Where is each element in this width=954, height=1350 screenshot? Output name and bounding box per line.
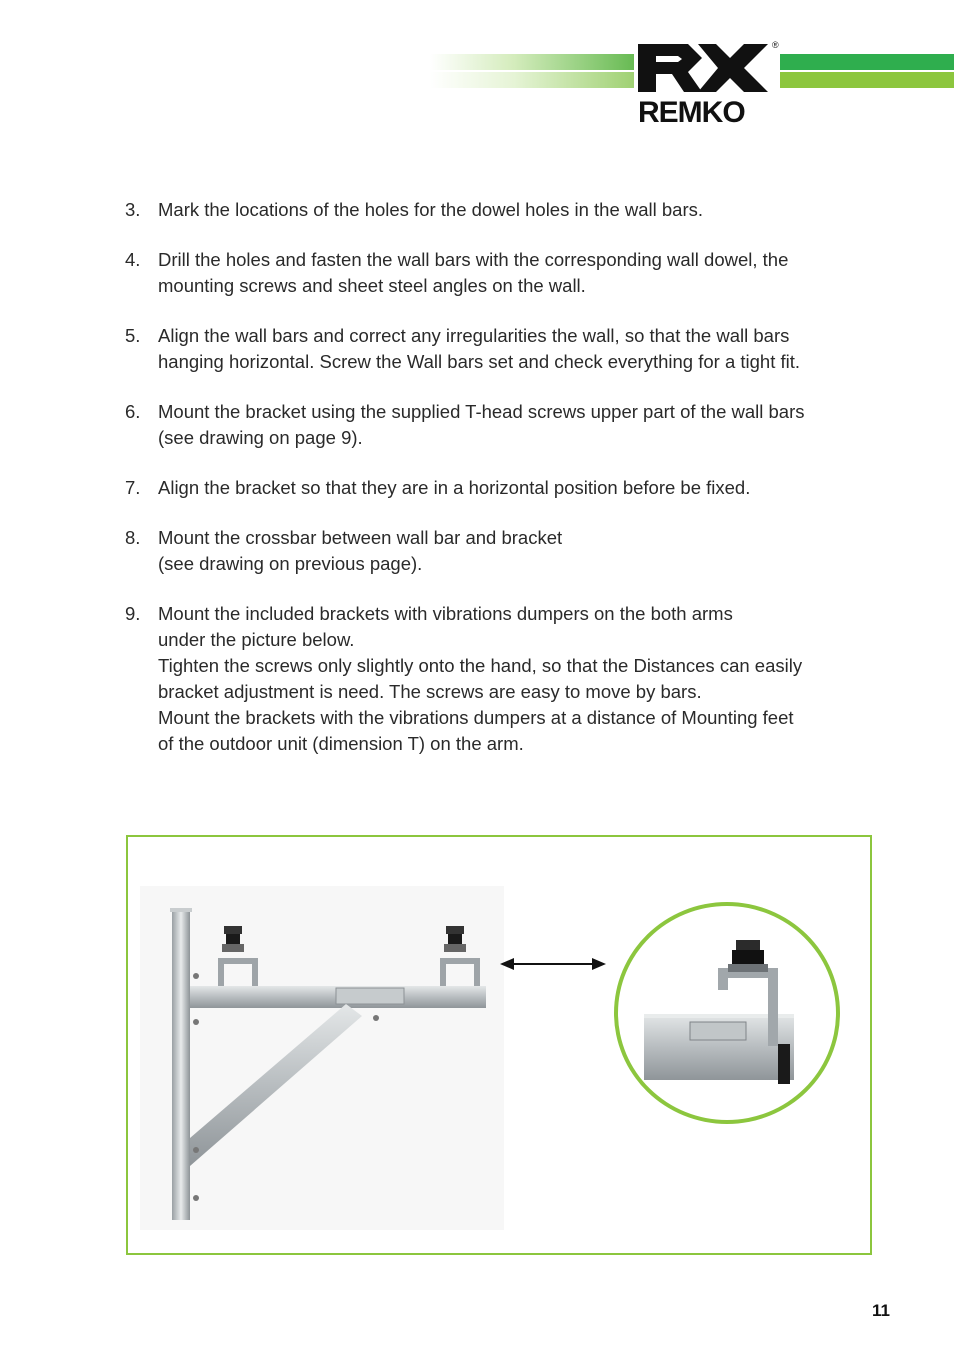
step-text-line: Mount the bracket using the supplied T-head screws upper part of the wall bars: [158, 401, 805, 422]
step-text-line: of the outdoor unit (dimension T) on the arm.: [158, 733, 524, 754]
step-text-line: under the picture below.: [158, 629, 355, 650]
wall-bracket-illustration: [140, 886, 504, 1230]
step-text-line: Drill the holes and fasten the wall bars with the corresponding wall dowel, the: [158, 249, 789, 270]
instruction-step: [125, 475, 865, 501]
header-band-top-solid: [768, 54, 954, 70]
step-number: 7.: [125, 477, 141, 498]
double-arrow-icon: [498, 954, 608, 974]
step-text: [158, 601, 865, 757]
wall-bracket-photo: [140, 886, 504, 1230]
header-band-top-gradient: [430, 54, 640, 70]
page-number: 11: [872, 1301, 890, 1320]
instruction-step: [125, 197, 865, 223]
instruction-step: [125, 399, 865, 451]
header-band-bottom-gradient: [430, 72, 640, 88]
step-text-line: mounting screws and sheet steel angles on the wall.: [158, 275, 586, 296]
remko-logo: [634, 40, 780, 130]
step-text-line: Mount the brackets with the vibrations dumpers at a distance of Mounting feet: [158, 707, 794, 728]
step-text: [158, 525, 865, 577]
instruction-step: [125, 525, 865, 577]
instruction-step: [125, 601, 865, 757]
step-text-line: Mount the crossbar between wall bar and bracket: [158, 527, 563, 548]
step-text-line: (see drawing on page 9).: [158, 427, 363, 448]
instruction-step: [125, 323, 865, 375]
step-number: 5.: [125, 325, 141, 346]
step-text: [158, 197, 865, 223]
instruction-step: [125, 247, 865, 299]
step-text: [158, 475, 865, 501]
damper-closeup-illustration: [618, 906, 836, 1120]
step-text-line: Tighten the screws only slightly onto the hand, so that the Distances can easily: [158, 655, 803, 676]
step-text: [158, 247, 865, 299]
remko-emblem-icon: [634, 40, 774, 96]
vibration-damper-detail: [614, 902, 840, 1124]
step-text: [158, 399, 865, 451]
step-number: 8.: [125, 527, 141, 548]
step-text-line: bracket adjustment is need. The screws are easy to move by bars.: [158, 681, 702, 702]
logo-wordmark: REMKO: [638, 96, 745, 129]
step-text-line: hanging horizontal. Screw the Wall bars set and check everything for a tight fit.: [158, 351, 801, 372]
step-text-line: (see drawing on previous page).: [158, 553, 423, 574]
step-number: 9.: [125, 603, 141, 624]
step-text-line: Mount the included brackets with vibrations dumpers on the both arms: [158, 603, 733, 624]
registered-mark: ®: [772, 40, 779, 50]
step-text: [158, 323, 865, 375]
step-text-line: Mark the locations of the holes for the dowel holes in the wall bars.: [158, 199, 704, 220]
header-band-bottom-solid: [768, 72, 954, 88]
step-text-line: Align the wall bars and correct any irregularities the wall, so that the wall bars: [158, 325, 790, 346]
step-number: 3.: [125, 199, 141, 220]
step-number: 4.: [125, 249, 141, 270]
step-number: 6.: [125, 401, 141, 422]
step-text-line: Align the bracket so that they are in a horizontal position before be fixed.: [158, 477, 751, 498]
instruction-steps: [125, 197, 865, 781]
